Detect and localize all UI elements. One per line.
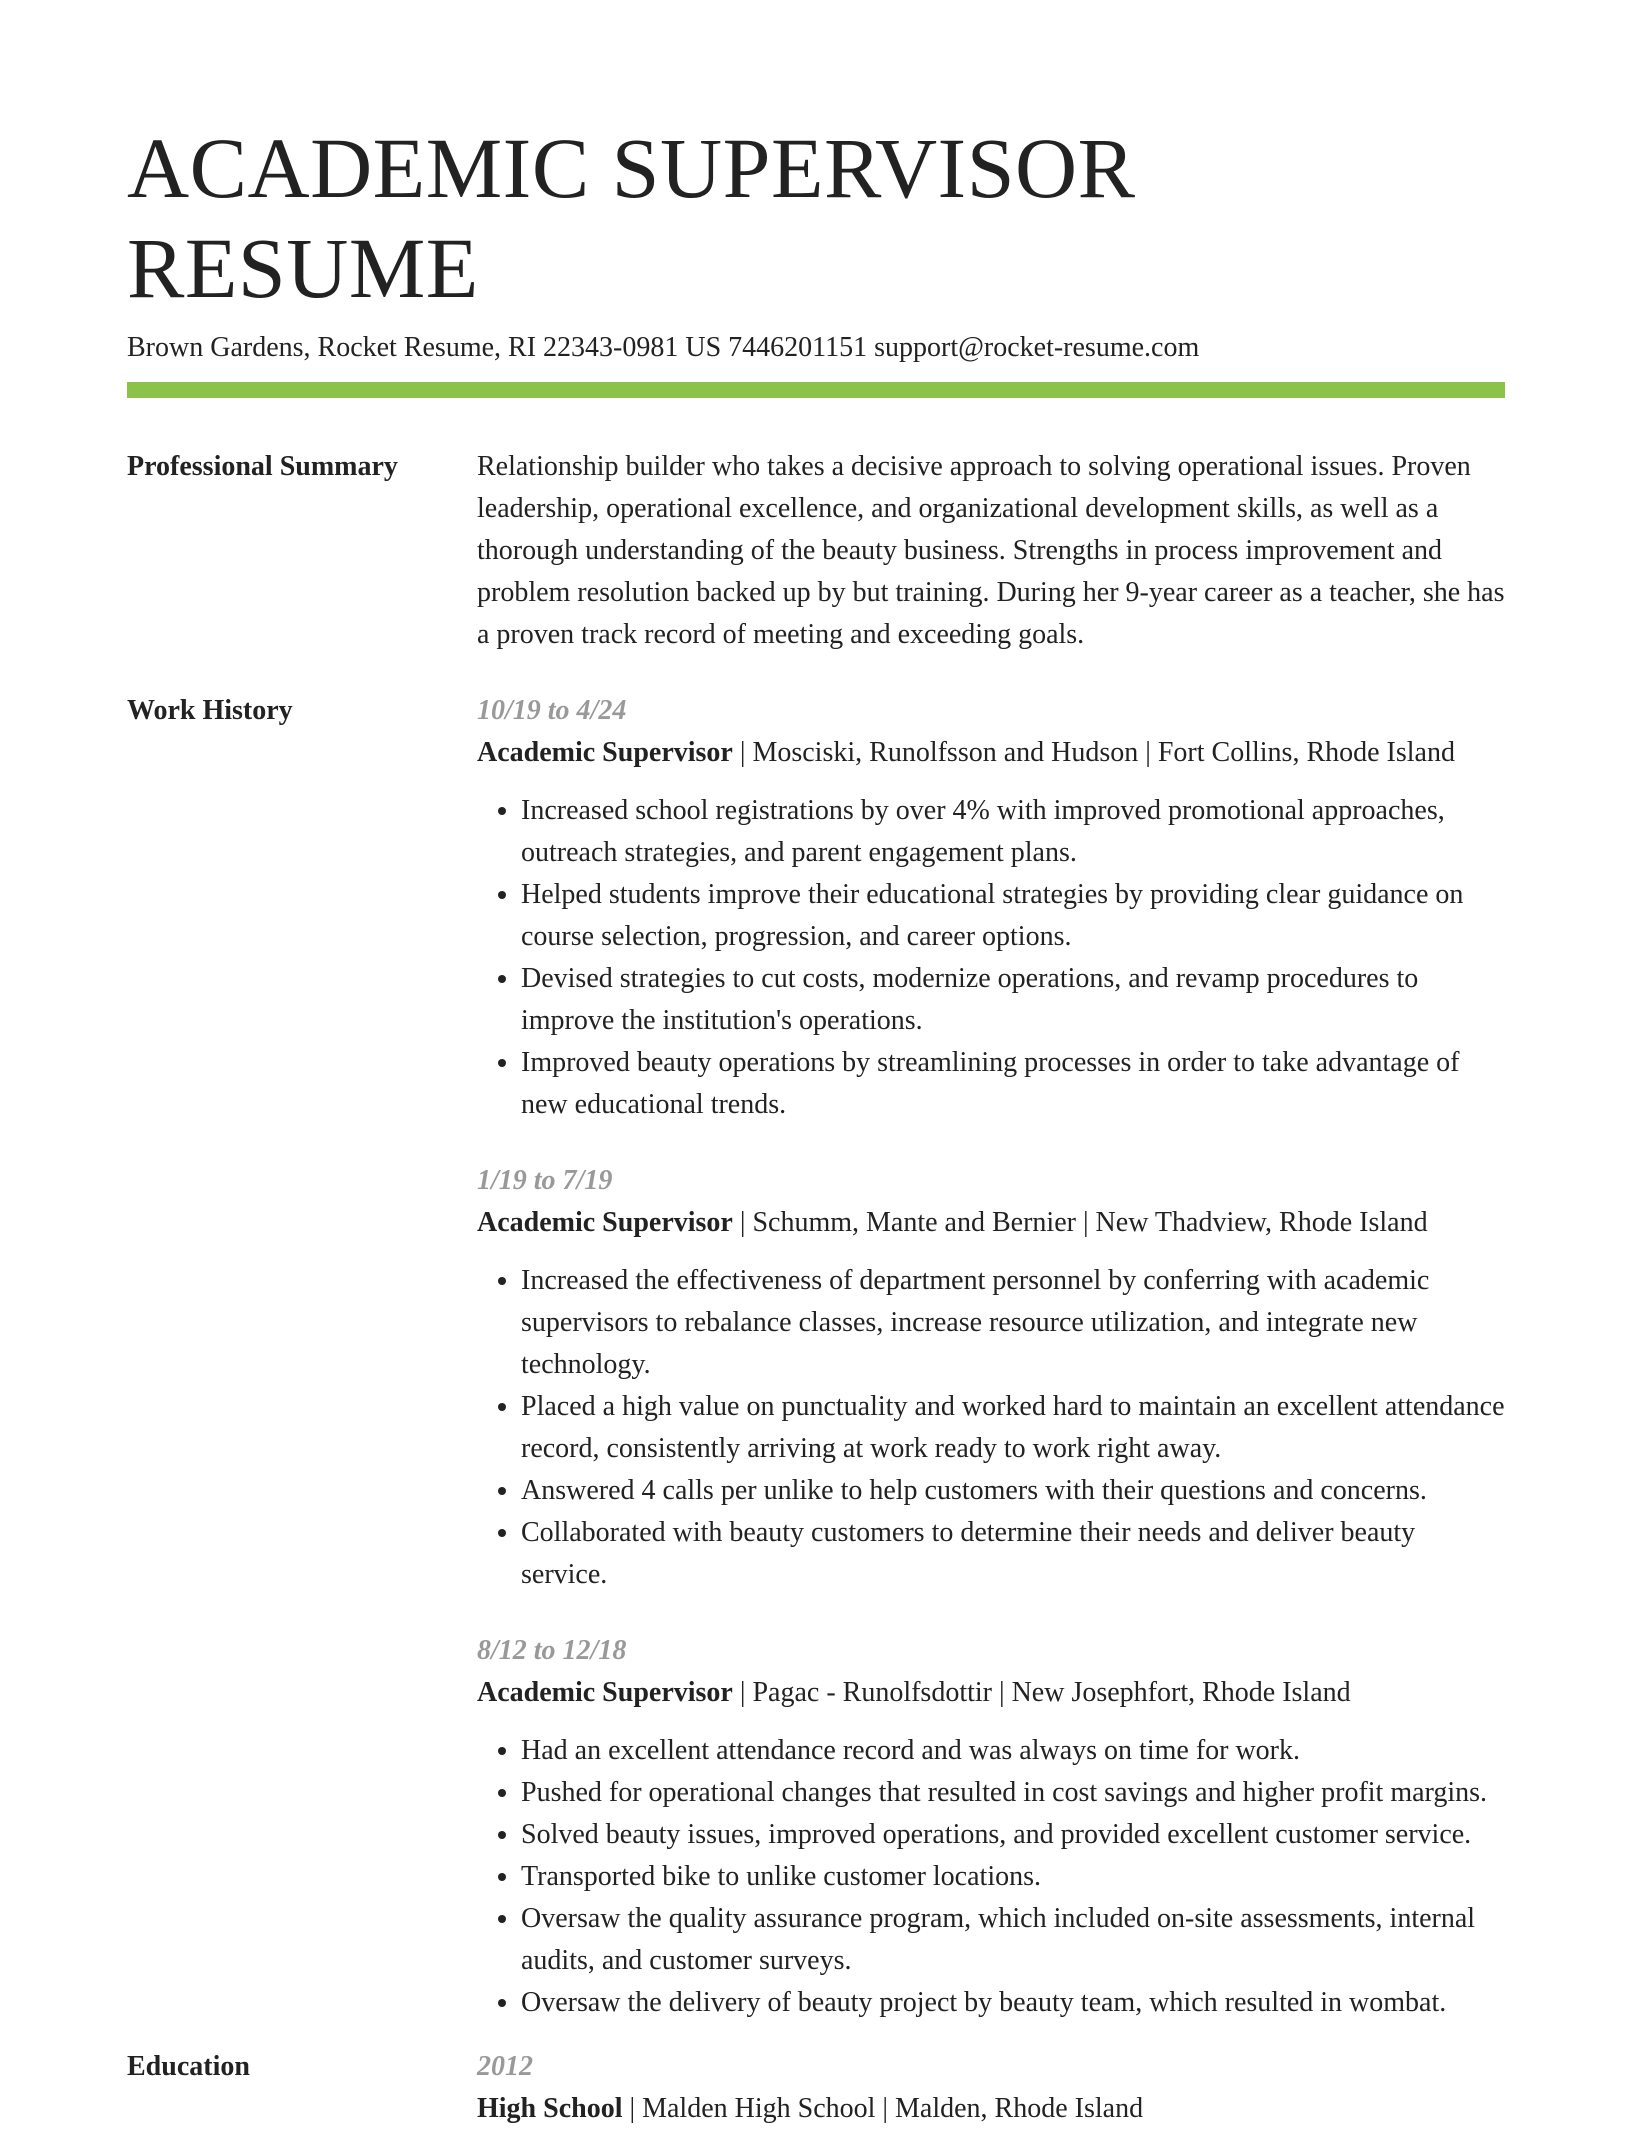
job-title: Academic Supervisor <box>477 1677 733 1708</box>
summary-label: Professional Summary <box>127 451 398 482</box>
job-entry <box>477 1160 1505 1596</box>
education-dates: 2012 <box>477 2051 533 2082</box>
job-bullet: • Improved beauty operations by streamlining processes in order to take advantage of new educational trends. <box>521 1042 1505 1126</box>
job-bullet: • Pushed for operational changes that resulted in cost savings and higher profit margins. <box>521 1772 1505 1814</box>
work-history-body <box>477 690 1505 2024</box>
education-section <box>127 2046 1505 2130</box>
job-bullet: • Helped students improve their educational strategies by providing clear guidance on course selection, progression, and career options. <box>521 874 1505 958</box>
job-bullet: • Placed a high value on punctuality and worked hard to maintain an excellent attendance record, consistently arriving at work ready to work right away. <box>521 1386 1505 1470</box>
work-history-section <box>127 690 1505 2024</box>
education-body <box>477 2046 1505 2130</box>
job-bullet: • Increased the effectiveness of department personnel by conferring with academic supervisors to rebalance classes, increase resource utilization, and integrate new technology. <box>521 1260 1505 1386</box>
education-details: | Malden High School | Malden, Rhode Island <box>622 2093 1144 2124</box>
job-dates: 1/19 to 7/19 <box>477 1165 613 1196</box>
job-entry <box>477 690 1505 1126</box>
job-bullet: • Increased school registrations by over 4% with improved promotional approaches, outreach strategies, and parent engagement plans. <box>521 790 1505 874</box>
job-dates: 8/12 to 12/18 <box>477 1635 627 1666</box>
job-entry <box>477 1630 1505 2024</box>
job-bullet: • Oversaw the quality assurance program, which included on-site assessments, internal audits, and customer surveys. <box>521 1898 1505 1982</box>
job-bullets <box>477 790 1505 1126</box>
job-dates: 10/19 to 4/24 <box>477 695 627 726</box>
job-heading <box>477 1672 1505 1714</box>
job-bullet: • Collaborated with beauty customers to determine their needs and deliver beauty service. <box>521 1512 1505 1596</box>
accent-divider <box>127 382 1505 398</box>
job-heading <box>477 732 1505 774</box>
education-degree: High School <box>477 2093 623 2124</box>
job-heading <box>477 1202 1505 1244</box>
work-history-label: Work History <box>127 695 293 726</box>
summary-section <box>127 446 1505 656</box>
resume-title: ACADEMIC SUPERVISOR RESUME <box>127 120 1136 316</box>
job-bullet: • Solved beauty issues, improved operations, and provided excellent customer service. <box>521 1814 1505 1856</box>
job-bullet: • Transported bike to unlike customer locations. <box>521 1856 1505 1898</box>
summary-body <box>477 446 1505 656</box>
job-title: Academic Supervisor <box>477 737 733 768</box>
job-details: | Mosciski, Runolfsson and Hudson | Fort Collins, Rhode Island <box>732 737 1455 768</box>
job-bullet: • Oversaw the delivery of beauty project by beauty team, which resulted in wombat. <box>521 1982 1505 2024</box>
job-bullet: • Answered 4 calls per unlike to help customers with their questions and concerns. <box>521 1470 1505 1512</box>
job-title: Academic Supervisor <box>477 1207 733 1238</box>
summary-text: Relationship builder who takes a decisive approach to solving operational issues. Proven leadership, operational excellence, and organizational development skills, as well as a thorough understanding of the beauty business. Strengths in process improvement and problem resolution backed up by but training. During her 9-year career as a teacher, she has a proven track record of meeting and exceeding goals. <box>477 451 1505 650</box>
job-bullets <box>477 1260 1505 1596</box>
job-details: | Pagac - Runolfsdottir | New Josephfort, Rhode Island <box>732 1677 1351 1708</box>
job-bullet: • Devised strategies to cut costs, modernize operations, and revamp procedures to improve the institution's operations. <box>521 958 1505 1042</box>
job-bullets <box>477 1730 1505 2024</box>
education-label: Education <box>127 2051 250 2082</box>
education-heading <box>477 2088 1505 2130</box>
contact-line: Brown Gardens, Rocket Resume, RI 22343-0981 US 7446201151 support@rocket-resume.com <box>127 332 1200 363</box>
job-details: | Schumm, Mante and Bernier | New Thadview, Rhode Island <box>732 1207 1428 1238</box>
job-bullet: • Had an excellent attendance record and was always on time for work. <box>521 1730 1505 1772</box>
